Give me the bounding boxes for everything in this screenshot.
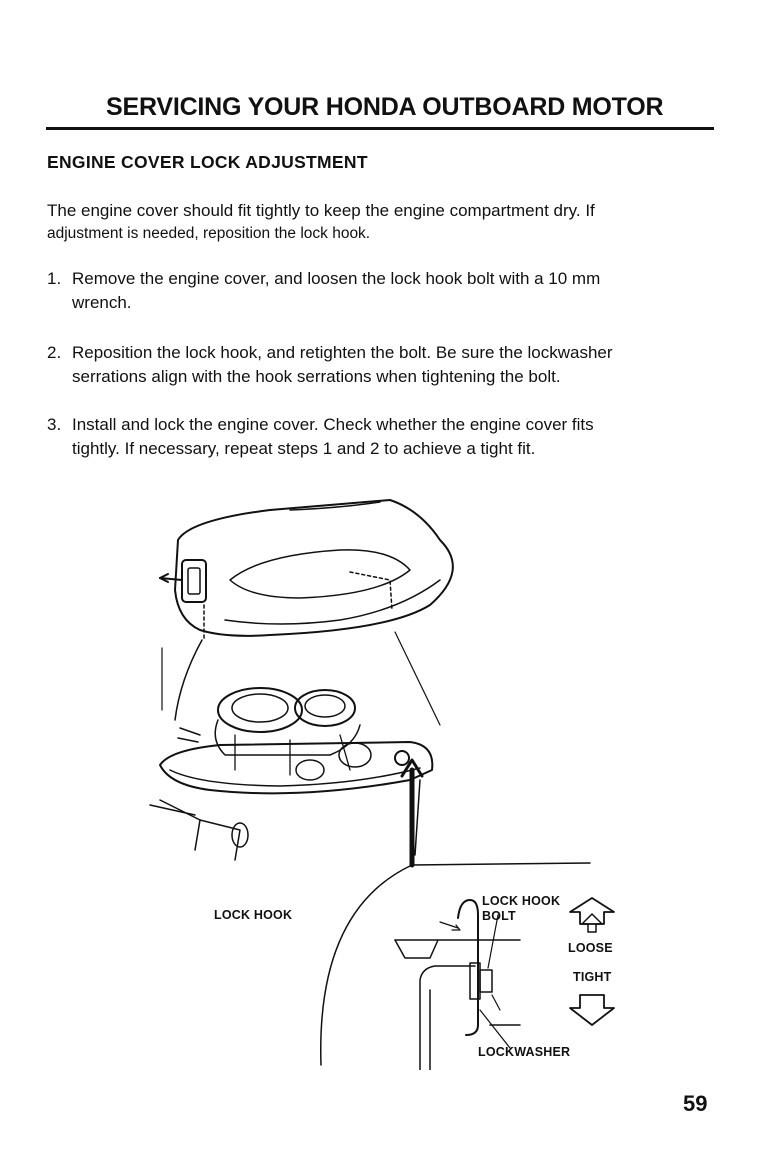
lock-hook-on-engine xyxy=(395,751,409,765)
lock-hook-label: LOCK HOOK xyxy=(214,908,293,922)
page-number: 59 xyxy=(683,1091,708,1116)
engine-cover-drawing xyxy=(140,480,640,1070)
step-text-line-1: Remove the engine cover, and loosen the lock hook bolt with a 10 mm xyxy=(72,269,601,288)
step-1 xyxy=(47,267,717,315)
step-number: 1. xyxy=(47,269,62,288)
loose-arrow-icon xyxy=(582,914,602,932)
step-number: 3. xyxy=(47,415,62,434)
lock-hook-bolt-label-line-1: LOCK HOOK xyxy=(482,894,561,908)
step-2 xyxy=(47,341,717,389)
step-text-line-2: wrench. xyxy=(72,293,132,312)
engine-cover-shell xyxy=(175,500,453,636)
step-text-line-2: serrations align with the hook serrations when tightening the bolt. xyxy=(72,367,561,386)
step-text-line-1: Install and lock the engine cover. Check whether the engine cover fits xyxy=(72,415,594,434)
lock-hook-detail xyxy=(458,900,478,1035)
loose-label: LOOSE xyxy=(568,941,613,955)
step-number: 2. xyxy=(47,343,62,362)
intro-line-2: adjustment is needed, reposition the lock hook. xyxy=(47,225,371,242)
section-heading: ENGINE COVER LOCK ADJUSTMENT xyxy=(47,152,368,172)
intro-paragraph xyxy=(47,199,717,245)
step-text-line-2: tightly. If necessary, repeat steps 1 and 2 to achieve a tight fit. xyxy=(72,439,536,458)
lock-hook-bolt-label-line-2: BOLT xyxy=(482,909,516,923)
tight-label: TIGHT xyxy=(573,970,612,984)
tight-arrow-icon xyxy=(570,995,614,1025)
lockwasher-label: LOCKWASHER xyxy=(478,1045,571,1059)
intro-line-1: The engine cover should fit tightly to keep the engine compartment dry. If xyxy=(47,201,595,220)
cover-latch xyxy=(182,560,206,602)
header-rule xyxy=(46,127,714,130)
lock-hook-bolt-detail xyxy=(480,970,492,992)
step-text-line-1: Reposition the lock hook, and retighten the bolt. Be sure the lockwasher xyxy=(72,343,613,362)
page-header-title: SERVICING YOUR HONDA OUTBOARD MOTOR xyxy=(106,93,664,121)
step-3 xyxy=(47,413,717,461)
engine-cover-illustration xyxy=(140,480,640,1070)
